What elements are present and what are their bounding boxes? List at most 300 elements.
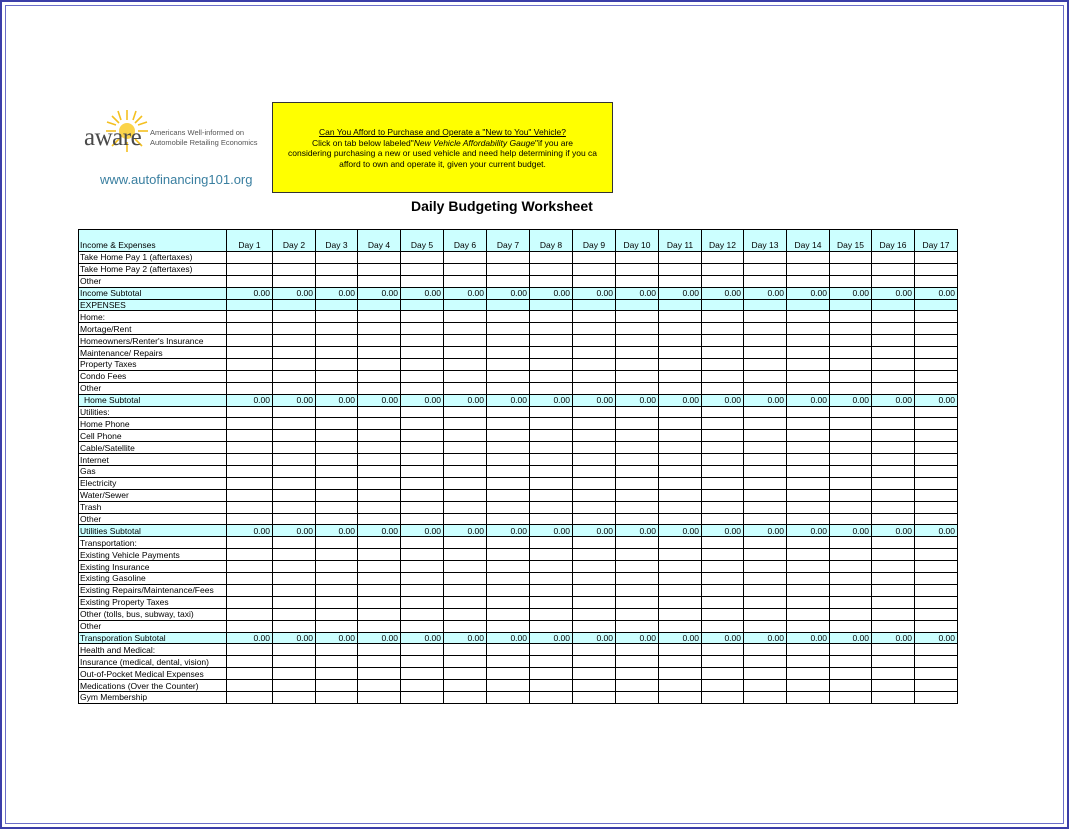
input-cell[interactable] [573, 501, 616, 513]
input-cell[interactable] [358, 359, 401, 371]
input-cell[interactable] [358, 454, 401, 466]
input-cell[interactable] [744, 513, 787, 525]
input-cell[interactable] [616, 596, 659, 608]
subtotal-cell[interactable]: 0.00 [273, 525, 316, 537]
subtotal-cell[interactable]: 0.00 [830, 525, 872, 537]
input-cell[interactable] [616, 477, 659, 489]
input-cell[interactable] [487, 252, 530, 264]
input-cell[interactable] [702, 489, 744, 501]
row-label[interactable]: Medications (Over the Counter) [79, 680, 227, 692]
input-cell[interactable] [872, 406, 915, 418]
input-cell[interactable] [487, 501, 530, 513]
input-cell[interactable] [401, 620, 444, 632]
input-cell[interactable] [744, 620, 787, 632]
input-cell[interactable] [530, 656, 573, 668]
input-cell[interactable] [702, 644, 744, 656]
input-cell[interactable] [273, 382, 316, 394]
input-cell[interactable] [744, 442, 787, 454]
row-label[interactable]: Existing Vehicle Payments [79, 549, 227, 561]
input-cell[interactable] [316, 382, 358, 394]
input-cell[interactable] [659, 335, 702, 347]
subtotal-cell[interactable]: 0.00 [915, 287, 958, 299]
input-cell[interactable] [530, 299, 573, 311]
input-cell[interactable] [273, 668, 316, 680]
input-cell[interactable] [744, 573, 787, 585]
input-cell[interactable] [787, 359, 830, 371]
input-cell[interactable] [444, 430, 487, 442]
input-cell[interactable] [401, 382, 444, 394]
input-cell[interactable] [358, 299, 401, 311]
input-cell[interactable] [659, 263, 702, 275]
input-cell[interactable] [702, 335, 744, 347]
input-cell[interactable] [401, 430, 444, 442]
input-cell[interactable] [659, 561, 702, 573]
input-cell[interactable] [702, 656, 744, 668]
input-cell[interactable] [787, 466, 830, 478]
input-cell[interactable] [530, 537, 573, 549]
input-cell[interactable] [702, 454, 744, 466]
input-cell[interactable] [787, 573, 830, 585]
input-cell[interactable] [702, 584, 744, 596]
input-cell[interactable] [872, 537, 915, 549]
input-cell[interactable] [830, 620, 872, 632]
input-cell[interactable] [487, 430, 530, 442]
subtotal-cell[interactable]: 0.00 [530, 632, 573, 644]
input-cell[interactable] [358, 584, 401, 596]
subtotal-cell[interactable]: 0.00 [444, 394, 487, 406]
input-cell[interactable] [744, 252, 787, 264]
input-cell[interactable] [915, 406, 958, 418]
input-cell[interactable] [227, 454, 273, 466]
input-cell[interactable] [830, 584, 872, 596]
subtotal-cell[interactable]: 0.00 [616, 632, 659, 644]
input-cell[interactable] [872, 620, 915, 632]
input-cell[interactable] [702, 573, 744, 585]
input-cell[interactable] [273, 359, 316, 371]
input-cell[interactable] [573, 382, 616, 394]
input-cell[interactable] [702, 430, 744, 442]
subtotal-cell[interactable]: 0.00 [659, 287, 702, 299]
input-cell[interactable] [401, 252, 444, 264]
input-cell[interactable] [830, 359, 872, 371]
input-cell[interactable] [316, 680, 358, 692]
subtotal-cell[interactable]: 0.00 [487, 394, 530, 406]
input-cell[interactable] [744, 656, 787, 668]
input-cell[interactable] [787, 382, 830, 394]
input-cell[interactable] [573, 442, 616, 454]
row-label[interactable]: Home Phone [79, 418, 227, 430]
day-header[interactable]: Day 3 [316, 230, 358, 252]
input-cell[interactable] [273, 680, 316, 692]
input-cell[interactable] [401, 477, 444, 489]
subtotal-cell[interactable]: 0.00 [316, 525, 358, 537]
input-cell[interactable] [787, 668, 830, 680]
input-cell[interactable] [616, 335, 659, 347]
input-cell[interactable] [273, 311, 316, 323]
row-label[interactable]: Electricity [79, 477, 227, 489]
input-cell[interactable] [487, 323, 530, 335]
input-cell[interactable] [915, 513, 958, 525]
input-cell[interactable] [316, 489, 358, 501]
day-header[interactable]: Day 2 [273, 230, 316, 252]
input-cell[interactable] [573, 275, 616, 287]
input-cell[interactable] [659, 252, 702, 264]
input-cell[interactable] [915, 299, 958, 311]
input-cell[interactable] [227, 501, 273, 513]
input-cell[interactable] [573, 252, 616, 264]
input-cell[interactable] [915, 596, 958, 608]
input-cell[interactable] [830, 275, 872, 287]
input-cell[interactable] [659, 537, 702, 549]
input-cell[interactable] [530, 323, 573, 335]
input-cell[interactable] [915, 644, 958, 656]
input-cell[interactable] [616, 561, 659, 573]
subtotal-cell[interactable]: 0.00 [744, 525, 787, 537]
input-cell[interactable] [872, 584, 915, 596]
input-cell[interactable] [744, 299, 787, 311]
input-cell[interactable] [316, 477, 358, 489]
input-cell[interactable] [744, 466, 787, 478]
input-cell[interactable] [616, 418, 659, 430]
row-label[interactable]: EXPENSES [79, 299, 227, 311]
day-header[interactable]: Day 15 [830, 230, 872, 252]
input-cell[interactable] [744, 644, 787, 656]
subtotal-cell[interactable]: 0.00 [530, 525, 573, 537]
input-cell[interactable] [616, 691, 659, 703]
input-cell[interactable] [659, 620, 702, 632]
input-cell[interactable] [616, 442, 659, 454]
input-cell[interactable] [316, 347, 358, 359]
input-cell[interactable] [444, 311, 487, 323]
day-header[interactable]: Day 9 [573, 230, 616, 252]
input-cell[interactable] [444, 584, 487, 596]
input-cell[interactable] [444, 620, 487, 632]
input-cell[interactable] [316, 430, 358, 442]
input-cell[interactable] [573, 489, 616, 501]
input-cell[interactable] [702, 608, 744, 620]
input-cell[interactable] [744, 406, 787, 418]
subtotal-cell[interactable]: 0.00 [830, 287, 872, 299]
input-cell[interactable] [358, 573, 401, 585]
row-label[interactable]: Cell Phone [79, 430, 227, 442]
subtotal-cell[interactable]: 0.00 [915, 394, 958, 406]
subtotal-cell[interactable]: 0.00 [227, 287, 273, 299]
input-cell[interactable] [401, 668, 444, 680]
input-cell[interactable] [872, 561, 915, 573]
input-cell[interactable] [273, 418, 316, 430]
input-cell[interactable] [401, 299, 444, 311]
input-cell[interactable] [830, 370, 872, 382]
subtotal-cell[interactable]: 0.00 [444, 525, 487, 537]
input-cell[interactable] [530, 561, 573, 573]
input-cell[interactable] [573, 477, 616, 489]
input-cell[interactable] [573, 573, 616, 585]
input-cell[interactable] [573, 596, 616, 608]
row-label[interactable]: Home Subtotal [79, 394, 227, 406]
input-cell[interactable] [659, 680, 702, 692]
input-cell[interactable] [444, 596, 487, 608]
input-cell[interactable] [872, 252, 915, 264]
input-cell[interactable] [659, 549, 702, 561]
row-label[interactable]: Gym Membership [79, 691, 227, 703]
input-cell[interactable] [573, 549, 616, 561]
day-header[interactable]: Day 13 [744, 230, 787, 252]
input-cell[interactable] [744, 549, 787, 561]
input-cell[interactable] [401, 442, 444, 454]
row-label[interactable]: Other [79, 620, 227, 632]
input-cell[interactable] [358, 263, 401, 275]
row-label[interactable]: Other (tolls, bus, subway, taxi) [79, 608, 227, 620]
input-cell[interactable] [659, 311, 702, 323]
input-cell[interactable] [744, 359, 787, 371]
row-label[interactable]: Other [79, 513, 227, 525]
day-header[interactable]: Day 10 [616, 230, 659, 252]
input-cell[interactable] [487, 573, 530, 585]
input-cell[interactable] [487, 335, 530, 347]
input-cell[interactable] [830, 561, 872, 573]
row-label[interactable]: Existing Gasoline [79, 573, 227, 585]
input-cell[interactable] [573, 263, 616, 275]
input-cell[interactable] [316, 644, 358, 656]
input-cell[interactable] [872, 656, 915, 668]
subtotal-cell[interactable]: 0.00 [401, 632, 444, 644]
input-cell[interactable] [787, 691, 830, 703]
input-cell[interactable] [487, 668, 530, 680]
input-cell[interactable] [227, 347, 273, 359]
input-cell[interactable] [444, 489, 487, 501]
subtotal-cell[interactable]: 0.00 [444, 287, 487, 299]
input-cell[interactable] [830, 418, 872, 430]
input-cell[interactable] [744, 430, 787, 442]
input-cell[interactable] [616, 608, 659, 620]
input-cell[interactable] [316, 335, 358, 347]
input-cell[interactable] [401, 644, 444, 656]
input-cell[interactable] [358, 549, 401, 561]
input-cell[interactable] [316, 252, 358, 264]
input-cell[interactable] [616, 275, 659, 287]
input-cell[interactable] [487, 406, 530, 418]
input-cell[interactable] [227, 359, 273, 371]
input-cell[interactable] [227, 406, 273, 418]
input-cell[interactable] [787, 620, 830, 632]
subtotal-cell[interactable]: 0.00 [616, 525, 659, 537]
input-cell[interactable] [487, 466, 530, 478]
input-cell[interactable] [659, 370, 702, 382]
subtotal-cell[interactable]: 0.00 [616, 287, 659, 299]
input-cell[interactable] [316, 561, 358, 573]
input-cell[interactable] [273, 275, 316, 287]
input-cell[interactable] [744, 347, 787, 359]
input-cell[interactable] [702, 513, 744, 525]
input-cell[interactable] [915, 561, 958, 573]
input-cell[interactable] [444, 477, 487, 489]
row-label[interactable]: Income Subtotal [79, 287, 227, 299]
input-cell[interactable] [487, 275, 530, 287]
input-cell[interactable] [273, 263, 316, 275]
input-cell[interactable] [616, 347, 659, 359]
input-cell[interactable] [830, 680, 872, 692]
input-cell[interactable] [358, 406, 401, 418]
row-label[interactable]: Insurance (medical, dental, vision) [79, 656, 227, 668]
input-cell[interactable] [358, 347, 401, 359]
input-cell[interactable] [530, 680, 573, 692]
input-cell[interactable] [401, 656, 444, 668]
input-cell[interactable] [316, 656, 358, 668]
input-cell[interactable] [744, 537, 787, 549]
input-cell[interactable] [702, 370, 744, 382]
input-cell[interactable] [273, 335, 316, 347]
subtotal-cell[interactable]: 0.00 [227, 394, 273, 406]
input-cell[interactable] [487, 513, 530, 525]
input-cell[interactable] [872, 513, 915, 525]
subtotal-cell[interactable]: 0.00 [358, 632, 401, 644]
row-label[interactable]: Trash [79, 501, 227, 513]
subtotal-cell[interactable]: 0.00 [616, 394, 659, 406]
subtotal-cell[interactable]: 0.00 [444, 632, 487, 644]
subtotal-cell[interactable]: 0.00 [787, 287, 830, 299]
input-cell[interactable] [358, 477, 401, 489]
input-cell[interactable] [872, 335, 915, 347]
subtotal-cell[interactable]: 0.00 [702, 394, 744, 406]
input-cell[interactable] [915, 335, 958, 347]
input-cell[interactable] [787, 323, 830, 335]
input-cell[interactable] [616, 584, 659, 596]
input-cell[interactable] [702, 311, 744, 323]
row-label[interactable]: Transportation: [79, 537, 227, 549]
input-cell[interactable] [273, 549, 316, 561]
input-cell[interactable] [702, 252, 744, 264]
input-cell[interactable] [227, 549, 273, 561]
input-cell[interactable] [227, 311, 273, 323]
input-cell[interactable] [316, 311, 358, 323]
input-cell[interactable] [616, 668, 659, 680]
subtotal-cell[interactable]: 0.00 [830, 394, 872, 406]
input-cell[interactable] [787, 347, 830, 359]
input-cell[interactable] [401, 573, 444, 585]
input-cell[interactable] [659, 299, 702, 311]
input-cell[interactable] [487, 584, 530, 596]
input-cell[interactable] [227, 430, 273, 442]
input-cell[interactable] [830, 299, 872, 311]
subtotal-cell[interactable]: 0.00 [744, 394, 787, 406]
input-cell[interactable] [872, 347, 915, 359]
input-cell[interactable] [227, 442, 273, 454]
input-cell[interactable] [273, 561, 316, 573]
input-cell[interactable] [227, 370, 273, 382]
input-cell[interactable] [787, 418, 830, 430]
subtotal-cell[interactable]: 0.00 [273, 632, 316, 644]
input-cell[interactable] [487, 311, 530, 323]
logo-url[interactable]: www.autofinancing101.org [100, 172, 253, 187]
row-label[interactable]: Gas [79, 466, 227, 478]
input-cell[interactable] [316, 406, 358, 418]
input-cell[interactable] [787, 454, 830, 466]
input-cell[interactable] [227, 680, 273, 692]
input-cell[interactable] [830, 668, 872, 680]
input-cell[interactable] [915, 477, 958, 489]
input-cell[interactable] [487, 370, 530, 382]
input-cell[interactable] [744, 382, 787, 394]
input-cell[interactable] [573, 584, 616, 596]
input-cell[interactable] [915, 323, 958, 335]
input-cell[interactable] [830, 323, 872, 335]
input-cell[interactable] [702, 466, 744, 478]
input-cell[interactable] [744, 370, 787, 382]
input-cell[interactable] [659, 418, 702, 430]
input-cell[interactable] [830, 656, 872, 668]
input-cell[interactable] [316, 513, 358, 525]
input-cell[interactable] [316, 370, 358, 382]
input-cell[interactable] [530, 382, 573, 394]
input-cell[interactable] [787, 477, 830, 489]
input-cell[interactable] [830, 489, 872, 501]
input-cell[interactable] [830, 596, 872, 608]
subtotal-cell[interactable]: 0.00 [358, 394, 401, 406]
input-cell[interactable] [915, 466, 958, 478]
input-cell[interactable] [530, 620, 573, 632]
input-cell[interactable] [872, 370, 915, 382]
input-cell[interactable] [530, 359, 573, 371]
input-cell[interactable] [444, 252, 487, 264]
input-cell[interactable] [401, 335, 444, 347]
input-cell[interactable] [530, 596, 573, 608]
subtotal-cell[interactable]: 0.00 [915, 525, 958, 537]
input-cell[interactable] [872, 359, 915, 371]
input-cell[interactable] [659, 323, 702, 335]
input-cell[interactable] [444, 263, 487, 275]
input-cell[interactable] [401, 584, 444, 596]
input-cell[interactable] [401, 418, 444, 430]
day-header[interactable]: Day 17 [915, 230, 958, 252]
input-cell[interactable] [573, 656, 616, 668]
subtotal-cell[interactable]: 0.00 [227, 632, 273, 644]
input-cell[interactable] [487, 680, 530, 692]
input-cell[interactable] [227, 466, 273, 478]
input-cell[interactable] [659, 513, 702, 525]
input-cell[interactable] [744, 608, 787, 620]
input-cell[interactable] [915, 418, 958, 430]
input-cell[interactable] [872, 668, 915, 680]
input-cell[interactable] [830, 537, 872, 549]
input-cell[interactable] [616, 573, 659, 585]
input-cell[interactable] [702, 680, 744, 692]
input-cell[interactable] [744, 477, 787, 489]
row-label[interactable]: Property Taxes [79, 359, 227, 371]
row-label[interactable]: Other [79, 382, 227, 394]
input-cell[interactable] [702, 668, 744, 680]
input-cell[interactable] [487, 347, 530, 359]
input-cell[interactable] [444, 608, 487, 620]
input-cell[interactable] [830, 442, 872, 454]
input-cell[interactable] [227, 537, 273, 549]
input-cell[interactable] [401, 263, 444, 275]
input-cell[interactable] [444, 656, 487, 668]
input-cell[interactable] [530, 584, 573, 596]
input-cell[interactable] [227, 323, 273, 335]
input-cell[interactable] [444, 501, 487, 513]
input-cell[interactable] [744, 668, 787, 680]
input-cell[interactable] [872, 573, 915, 585]
input-cell[interactable] [702, 359, 744, 371]
input-cell[interactable] [316, 668, 358, 680]
input-cell[interactable] [444, 347, 487, 359]
input-cell[interactable] [616, 549, 659, 561]
input-cell[interactable] [787, 252, 830, 264]
input-cell[interactable] [573, 418, 616, 430]
row-label[interactable]: Utilities Subtotal [79, 525, 227, 537]
input-cell[interactable] [702, 299, 744, 311]
input-cell[interactable] [744, 561, 787, 573]
